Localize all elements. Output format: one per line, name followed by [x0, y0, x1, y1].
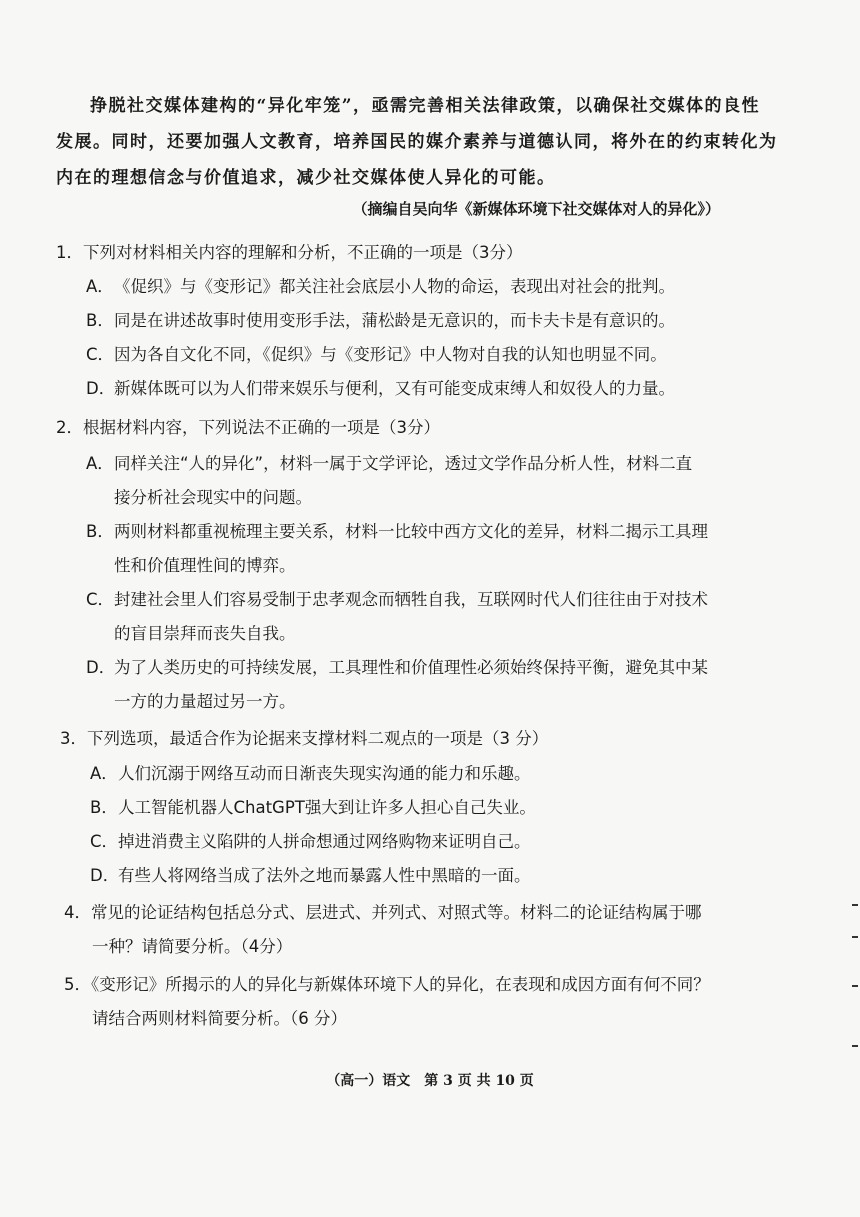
- option-text: 封建社会里人们容易受制于忠孝观念而牺牲自我，互联网时代人们往往由于对技术: [114, 590, 708, 609]
- question-1-option-c: [86, 338, 667, 372]
- option-text: 掉进消费主义陷阱的人拼命想通过网络购物来证明自己。: [118, 832, 531, 851]
- question-3-option-b: [90, 791, 536, 825]
- intro-line: 内在的理想信念与价值追求，减少社交媒体使人异化的可能。: [56, 168, 556, 188]
- option-text: 为了人类历史的可持续发展，工具理性和价值理性必须始终保持平衡，避免其中某: [114, 658, 708, 677]
- question-2-option-a-cont: 接分析社会现实中的问题。: [114, 488, 312, 507]
- option-letter: C．: [86, 345, 115, 364]
- option-text: 新媒体既可以为人们带来娱乐与便利，又有可能变成束缚人和奴役人的力量。: [114, 379, 675, 398]
- question-2-option-a: [86, 447, 692, 481]
- option-text: 同样关注“人的异化”，材料一属于文学评论，透过文学作品分析人性，材料二直: [114, 454, 693, 473]
- source-citation: （摘编自吴向华《新媒体环境下社交媒体对人的异化》）: [352, 200, 720, 218]
- question-2-option-b-cont: 性和价值理性间的博弈。: [114, 556, 296, 575]
- question-2-option-b: [86, 515, 708, 549]
- option-letter: A．: [86, 277, 114, 296]
- question-5-stem-cont: 请结合两则材料简要分析。（6 分）: [92, 1009, 347, 1028]
- option-text: 《促织》与《变形记》都关注社会底层小人物的命运，表现出对社会的批判。: [114, 277, 675, 296]
- page-footer: （高一）语文 第 3 页 共 10 页: [326, 1073, 534, 1089]
- option-letter: B．: [90, 798, 118, 817]
- question-1-option-a: [86, 270, 675, 304]
- question-1-option-d: [86, 372, 675, 406]
- option-letter: B．: [86, 311, 114, 330]
- option-letter: D．: [86, 379, 116, 398]
- option-letter: A．: [86, 454, 114, 473]
- question-1-option-b: [86, 304, 675, 338]
- intro-line: 挣脱社交媒体建构的“异化牢笼”，亟需完善相关法律政策，以确保社交媒体的良性: [90, 96, 761, 116]
- option-letter: D．: [90, 866, 120, 885]
- option-text: 两则材料都重视梳理主要关系，材料一比较中西方文化的差异，材料二揭示工具理: [114, 522, 708, 541]
- option-letter: C．: [86, 590, 115, 609]
- question-4-stem: 4．常见的论证结构包括总分式、层进式、并列式、对照式等。材料二的论证结构属于哪: [64, 903, 702, 922]
- option-text: 同是在讲述故事时使用变形手法，蒲松龄是无意识的，而卡夫卡是有意识的。: [114, 311, 675, 330]
- question-2-option-d-cont: 一方的力量超过另一方。: [114, 692, 296, 711]
- intro-paragraph: [56, 88, 778, 196]
- question-2-option-c-cont: 的盲目崇拜而丧失自我。: [114, 624, 296, 643]
- question-4-stem-cont: 一种？请简要分析。（4分）: [92, 937, 293, 956]
- question-3-option-d: [90, 859, 531, 893]
- question-2-stem: 2．根据材料内容，下列说法不正确的一项是（3分）: [56, 418, 440, 437]
- scan-edge-mark: [852, 936, 858, 938]
- question-2-option-c: [86, 583, 708, 617]
- option-letter: A．: [90, 764, 118, 783]
- question-1-stem: 1．下列对材料相关内容的理解和分析，不正确的一项是（3分）: [56, 243, 523, 262]
- option-text: 有些人将网络当成了法外之地而暴露人性中黑暗的一面。: [118, 866, 531, 885]
- question-2-option-d: [86, 651, 708, 685]
- option-letter: B．: [86, 522, 114, 541]
- option-letter: C．: [90, 832, 119, 851]
- question-5-stem: 5．《变形记》所揭示的人的异化与新媒体环境下人的异化，在表现和成因方面有何不同？: [64, 975, 710, 994]
- question-3-option-a: [90, 757, 531, 791]
- intro-line: 发展。同时，还要加强人文教育，培养国民的媒介素养与道德认同，将外在的约束转化为: [56, 132, 778, 152]
- option-text: 因为各自文化不同，《促织》与《变形记》中人物对自我的认知也明显不同。: [114, 345, 667, 364]
- scan-edge-mark: [852, 1045, 858, 1047]
- question-3-option-c: [90, 825, 531, 859]
- option-text: 人工智能机器人ChatGPT强大到让许多人担心自己失业。: [118, 798, 536, 817]
- scan-edge-mark: [852, 904, 858, 906]
- question-3-stem: 3．下列选项，最适合作为论据来支撑材料二观点的一项是（3 分）: [60, 729, 549, 748]
- option-letter: D．: [86, 658, 116, 677]
- scan-edge-mark: [852, 985, 858, 987]
- option-text: 人们沉溺于网络互动而日渐丧失现实沟通的能力和乐趣。: [118, 764, 531, 783]
